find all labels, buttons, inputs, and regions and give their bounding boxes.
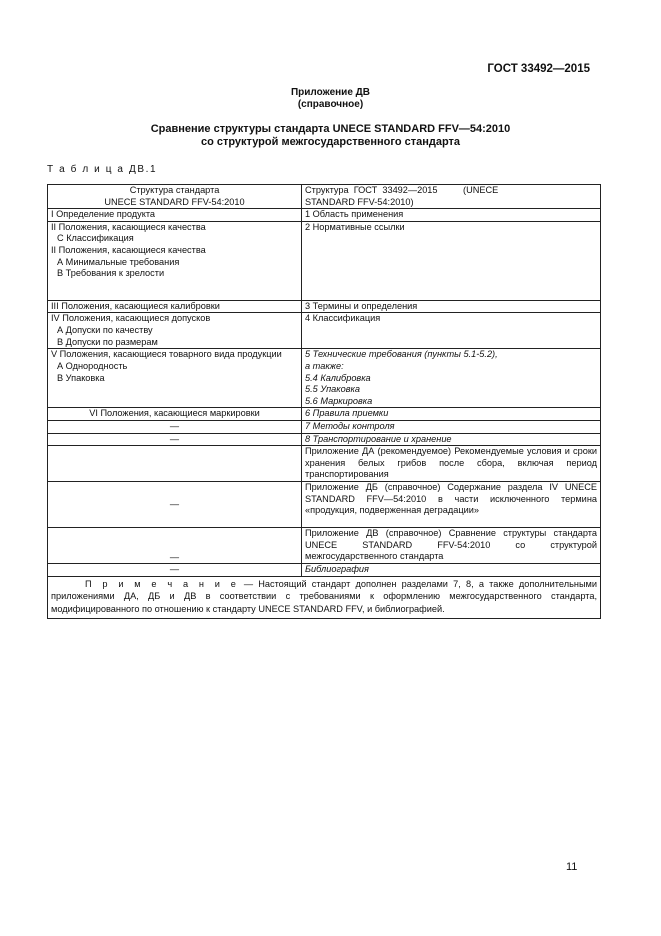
row-7-left: — — [48, 420, 302, 433]
header-right-line-1: Структура ГОСТ 33492—2015 (UNECE — [305, 185, 499, 195]
row-12-left: — — [48, 564, 302, 577]
row-9-right: Приложение ДА (рекомендуемое) Рекомендуемые условия и сроки хранения белых грибов после сбора, включая период транспортирования — [302, 446, 601, 482]
row-5-right: 5 Технические требования (пункты 5.1-5.2), а также: 5.4 Калибровка 5.5 Упаковка 5.6 Маркировка — [302, 349, 601, 408]
table-row — [48, 482, 601, 528]
row-9-left — [48, 446, 302, 482]
table-note-row — [48, 576, 601, 618]
table-row — [48, 313, 601, 349]
page-number: 11 — [566, 861, 578, 873]
table-note — [48, 576, 601, 618]
table-row — [48, 300, 601, 313]
row-4-right: 4 Классификация — [302, 313, 601, 349]
table-row — [48, 209, 601, 222]
table-row — [48, 349, 601, 408]
row-4-left: IV Положения, касающиеся допусков А Допуски по качеству В Допуски по размерам — [48, 313, 302, 349]
annex-title: Приложение ДВ — [290, 87, 371, 98]
row-3-right: 3 Термины и определения — [302, 300, 601, 313]
row-5-left: V Положения, касающиеся товарного вида продукции А Однородность В Упаковка — [48, 349, 302, 408]
note-text: — Настоящий стандарт дополнен разделами 7, 8, а также дополнительными приложениями ДА, ДБ и ДВ в соответствии с требованиями к оформлению межгосударственного стандарта, модифицированного по отношению к стандарту UNECE STANDARD FFV, и библиографией. — [51, 578, 597, 614]
row-8-left: — — [48, 433, 302, 446]
row-2-left: II Положения, касающиеся качества С Классификация II Положения, касающиеся качества А Минимальные требования В Требования к зрелости — [48, 221, 302, 300]
table-header-row — [48, 185, 601, 209]
annex-subtitle: (справочное) — [297, 99, 364, 110]
document-title — [0, 123, 661, 149]
row-10-left: — — [48, 482, 302, 528]
row-3-left: III Положения, касающиеся калибровки — [48, 300, 302, 313]
row-1-right: 1 Область применения — [302, 209, 601, 222]
table-row — [48, 446, 601, 482]
table-row — [48, 420, 601, 433]
annex-heading — [0, 87, 661, 111]
table-row — [48, 221, 601, 300]
row-6-left: VI Положения, касающиеся маркировки — [48, 408, 302, 421]
comparison-table — [47, 184, 601, 619]
table-row — [48, 408, 601, 421]
header-cell-gost — [302, 185, 601, 209]
header-right-line-2: STANDARD FFV-54:2010) — [305, 196, 414, 207]
header-left-line-1: Структура стандарта — [129, 185, 220, 195]
row-1-left: I Определение продукта — [48, 209, 302, 222]
title-line-1: Сравнение структуры стандарта UNECE STANDARD FFV—54:2010 — [150, 123, 511, 135]
row-12-right: Библиография — [302, 564, 601, 577]
row-11-left: — — [48, 528, 302, 564]
header-cell-unece — [48, 185, 302, 209]
row-6-right: 6 Правила приемки — [302, 408, 601, 421]
note-label: П р и м е ч а н и е — [85, 578, 239, 589]
row-7-right: 7 Методы контроля — [302, 420, 601, 433]
row-11-right: Приложение ДВ (справочное) Сравнение структуры стандарта UNECE STANDARD FFV-54:2010 со структурой межгосударственного стандарта — [302, 528, 601, 564]
row-2-right: 2 Нормативные ссылки — [302, 221, 601, 300]
row-8-right: 8 Транспортирование и хранение — [302, 433, 601, 446]
table-row — [48, 564, 601, 577]
table-row — [48, 433, 601, 446]
table-caption: Т а б л и ц а ДВ.1 — [47, 164, 158, 175]
header-left-line-2: UNECE STANDARD FFV-54:2010 — [104, 196, 245, 207]
row-10-right: Приложение ДБ (справочное) Содержание раздела IV UNECE STANDARD FFV—54:2010 в части исключенного термина «продукция, подверженная деградации» — [302, 482, 601, 528]
table-row — [48, 528, 601, 564]
title-line-2: со структурой межгосударственного стандарта — [200, 136, 461, 148]
document-code: ГОСТ 33492—2015 — [487, 63, 590, 75]
